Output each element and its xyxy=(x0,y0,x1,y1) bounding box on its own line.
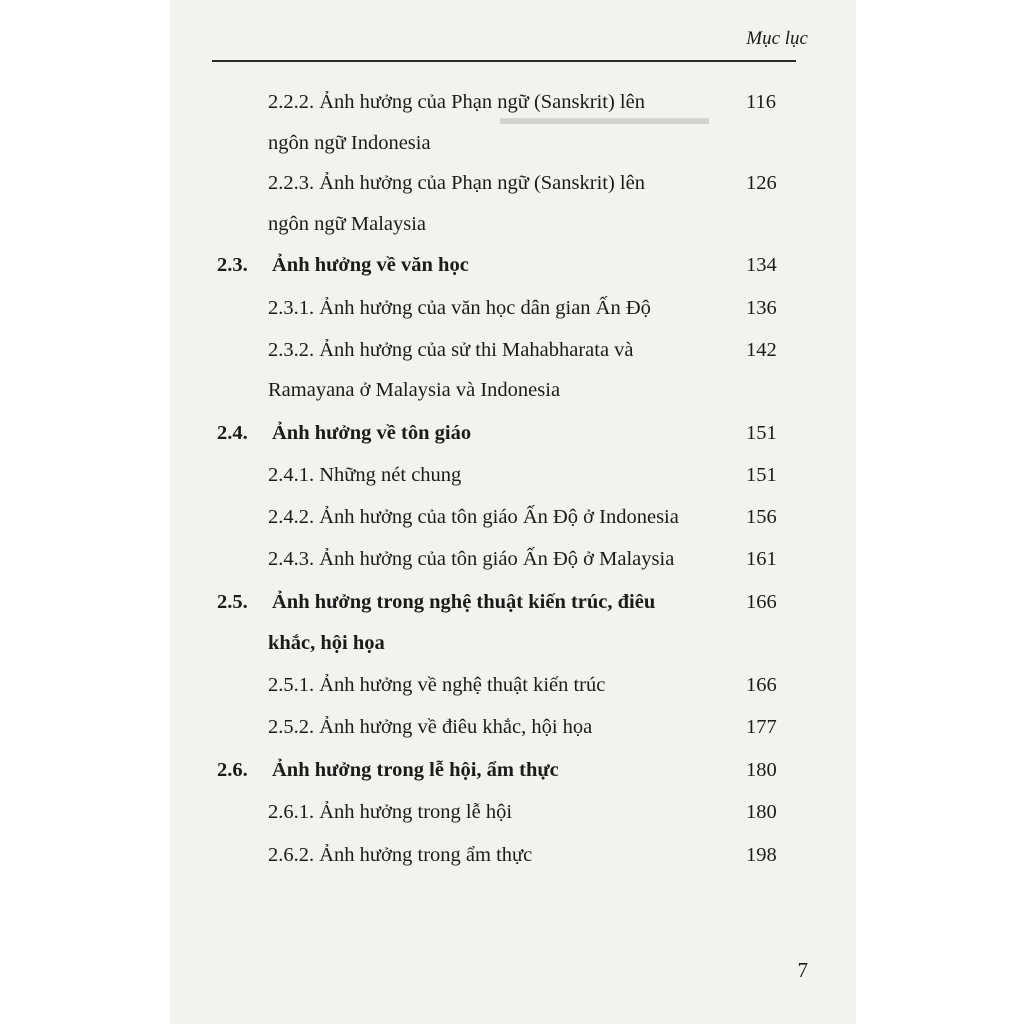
section-title: Ảnh hưởng về tôn giáo xyxy=(272,422,472,444)
toc-entry xyxy=(268,504,679,530)
section-number: 2.3. xyxy=(217,254,248,276)
entry-title: Ảnh hưởng của tôn giáo Ấn Độ ở Malaysia xyxy=(319,548,675,570)
entry-title: Ảnh hưởng của Phạn ngữ (Sanskrit) lên xyxy=(319,172,645,194)
section-number: 2.6. xyxy=(217,759,248,781)
entry-number: 2.2.3. xyxy=(268,172,315,194)
entry-page: 161 xyxy=(746,548,777,570)
header-rule xyxy=(212,60,796,62)
entry-number: 2.3.2. xyxy=(268,339,315,361)
entry-title: Ảnh hưởng của sử thi Mahabharata và xyxy=(319,339,634,361)
entry-title-cont: ngôn ngữ Malaysia xyxy=(268,213,427,235)
entry-number: 2.6.1. xyxy=(268,801,315,823)
entry-number: 2.4.1. xyxy=(268,464,315,486)
entry-number: 2.2.2. xyxy=(268,91,315,113)
entry-title: Những nét chung xyxy=(319,464,462,486)
entry-page: 180 xyxy=(746,801,777,823)
entry-page: 134 xyxy=(746,254,777,276)
entry-title: Ảnh hưởng trong lễ hội xyxy=(319,801,513,823)
entry-page: 177 xyxy=(746,716,777,738)
entry-page: 166 xyxy=(746,591,777,613)
toc-entry xyxy=(268,89,645,115)
entry-page: 166 xyxy=(746,674,777,696)
entry-page: 198 xyxy=(746,844,777,866)
section-number: 2.4. xyxy=(217,422,248,444)
toc-entry xyxy=(268,546,674,572)
entry-number: 2.5.2. xyxy=(268,716,315,738)
entry-page: 142 xyxy=(746,339,777,361)
toc-entry xyxy=(268,295,651,321)
entry-page: 151 xyxy=(746,464,777,486)
entry-page: 156 xyxy=(746,506,777,528)
entry-number: 2.6.2. xyxy=(268,844,315,866)
section-title: Ảnh hưởng về văn học xyxy=(272,254,469,276)
entry-number: 2.5.1. xyxy=(268,674,315,696)
running-head-title: Mục lục xyxy=(746,28,808,49)
section-title: Ảnh hưởng trong lễ hội, ẩm thực xyxy=(272,759,559,781)
toc-entry xyxy=(268,799,512,825)
entry-number: 2.4.2. xyxy=(268,506,315,528)
entry-page: 126 xyxy=(746,172,777,194)
section-number: 2.5. xyxy=(217,591,248,613)
toc-entry xyxy=(268,842,532,868)
entry-title: Ảnh hưởng của tôn giáo Ấn Độ ở Indonesia xyxy=(319,506,679,528)
show-through-texture: ▬▬▬▬▬▬▬▬▬▬▬ xyxy=(500,108,709,129)
entry-title: Ảnh hưởng của văn học dân gian Ấn Độ xyxy=(319,297,651,319)
page-number: 7 xyxy=(797,958,808,982)
section-title-cont: khắc, hội họa xyxy=(268,632,385,654)
book-page xyxy=(170,0,856,1024)
entry-page: 151 xyxy=(746,422,777,444)
entry-number: 2.3.1. xyxy=(268,297,315,319)
entry-title: Ảnh hưởng của Phạn ngữ (Sanskrit) lên xyxy=(319,91,645,113)
entry-page: 136 xyxy=(746,297,777,319)
entry-page: 116 xyxy=(746,91,776,113)
entry-title: Ảnh hưởng trong ẩm thực xyxy=(319,844,533,866)
entry-number: 2.4.3. xyxy=(268,548,315,570)
toc-entry xyxy=(268,714,592,740)
toc-section xyxy=(217,757,559,783)
entry-page: 180 xyxy=(746,759,777,781)
toc-section xyxy=(217,589,655,615)
toc-entry xyxy=(268,337,634,363)
entry-title-cont: ngôn ngữ Indonesia xyxy=(268,132,431,154)
toc-entry xyxy=(268,170,645,196)
toc-section xyxy=(217,252,469,278)
toc-entry xyxy=(268,672,605,698)
section-title: Ảnh hưởng trong nghệ thuật kiến trúc, điêu xyxy=(272,591,656,613)
entry-title: Ảnh hưởng về nghệ thuật kiến trúc xyxy=(319,674,606,696)
toc-entry xyxy=(268,462,461,488)
entry-title: Ảnh hưởng về điêu khắc, hội họa xyxy=(319,716,593,738)
entry-title-cont: Ramayana ở Malaysia và Indonesia xyxy=(268,379,561,401)
toc-section xyxy=(217,420,471,446)
